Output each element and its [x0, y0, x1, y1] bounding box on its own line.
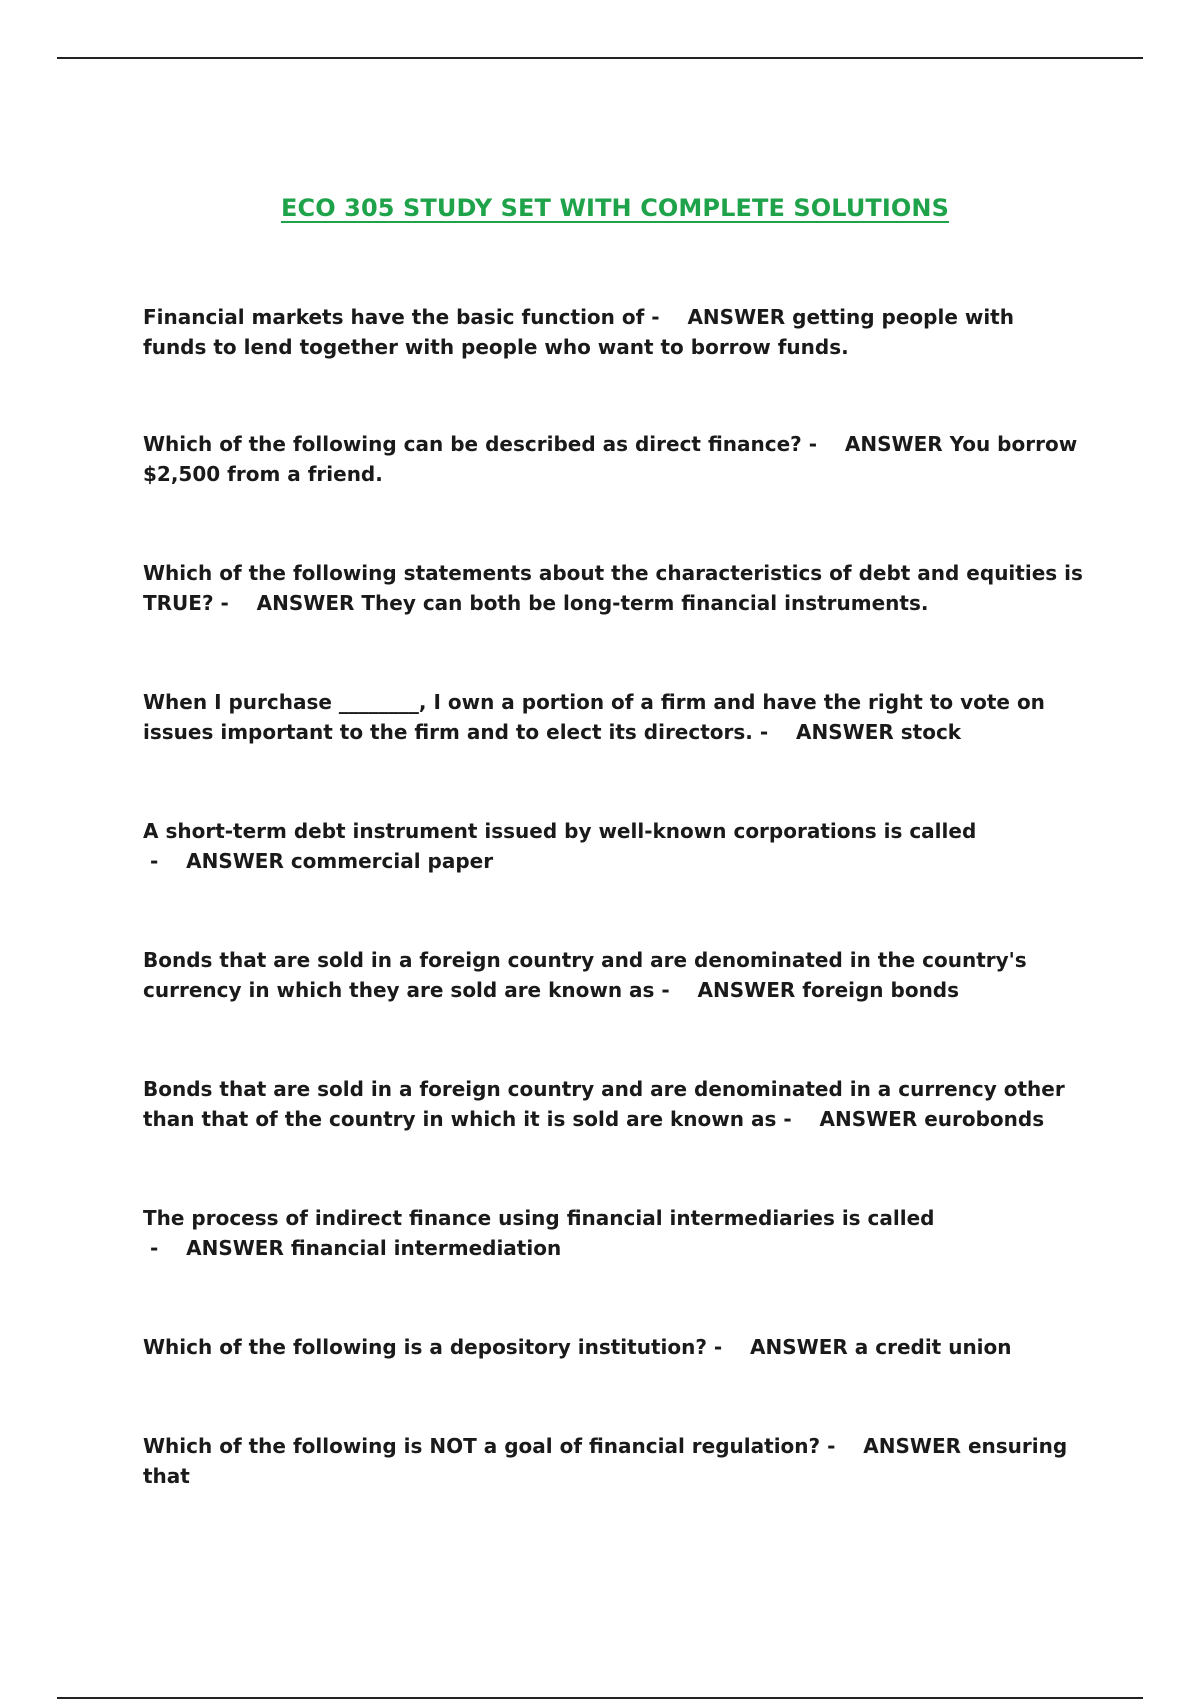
qa-item-3: [143, 558, 1083, 618]
answer-text: foreign bonds: [802, 978, 960, 1002]
answer-text: ensuring that: [143, 1434, 1068, 1488]
answer-separator: - ANSWER: [654, 978, 803, 1002]
answer-separator: - ANSWER: [776, 1107, 925, 1131]
qa-item-9: [143, 1332, 1083, 1362]
answer-text: financial intermediation: [290, 1236, 562, 1260]
qa-item-7: [143, 1074, 1083, 1134]
question-text: Bonds that are sold in a foreign country and are denominated in a currency other than that of the country in which it is sold are known as: [143, 1077, 1065, 1131]
answer-text: stock: [900, 720, 962, 744]
answer-text: They can both be long-term financial instruments.: [361, 591, 929, 615]
answer-separator: - ANSWER: [752, 720, 901, 744]
qa-item-5: [143, 816, 1083, 876]
question-text: When I purchase ________, I own a portion of a firm and have the right to vote on issues important to the firm and to elect its directors.: [143, 690, 1045, 744]
answer-separator: - ANSWER: [143, 1236, 291, 1260]
answer-text: getting people with funds to lend together with people who want to borrow funds.: [143, 305, 1014, 359]
question-text: Financial markets have the basic function of: [143, 305, 645, 329]
qa-item-2: [143, 429, 1083, 489]
question-text: A short-term debt instrument issued by well-known corporations is called: [143, 819, 977, 843]
answer-text: You borrow $2,500 from a friend.: [143, 432, 1078, 486]
answer-separator: - ANSWER: [801, 432, 950, 456]
answer-separator: - ANSWER: [820, 1434, 968, 1458]
answer-separator: - ANSWER: [213, 591, 362, 615]
answer-separator: - ANSWER: [644, 305, 793, 329]
answer-separator: - ANSWER: [706, 1335, 855, 1359]
qa-item-8: [143, 1203, 1083, 1263]
qa-item-4: [143, 687, 1083, 747]
answer-separator: - ANSWER: [143, 849, 291, 873]
question-text: Bonds that are sold in a foreign country and are denominated in the country's currency in which they are sold are known as: [143, 948, 1027, 1002]
question-text: Which of the following is a depository institution?: [143, 1335, 707, 1359]
qa-item-6: [143, 945, 1083, 1005]
top-rule: [57, 57, 1143, 59]
qa-item-1: [143, 302, 1083, 362]
question-text: Which of the following can be described as direct finance?: [143, 432, 802, 456]
question-text: Which of the following is NOT a goal of financial regulation?: [143, 1434, 821, 1458]
question-text: The process of indirect finance using financial intermediaries is called: [143, 1206, 935, 1230]
answer-text: commercial paper: [290, 849, 494, 873]
bottom-rule: [57, 1697, 1143, 1699]
answer-text: eurobonds: [924, 1107, 1045, 1131]
answer-text: a credit union: [854, 1335, 1012, 1359]
question-text: Which of the following statements about the characteristics of debt and equities is TRUE?: [143, 561, 1083, 615]
qa-item-10: [143, 1431, 1083, 1491]
document-title: ECO 305 STUDY SET WITH COMPLETE SOLUTIONS: [281, 194, 949, 222]
